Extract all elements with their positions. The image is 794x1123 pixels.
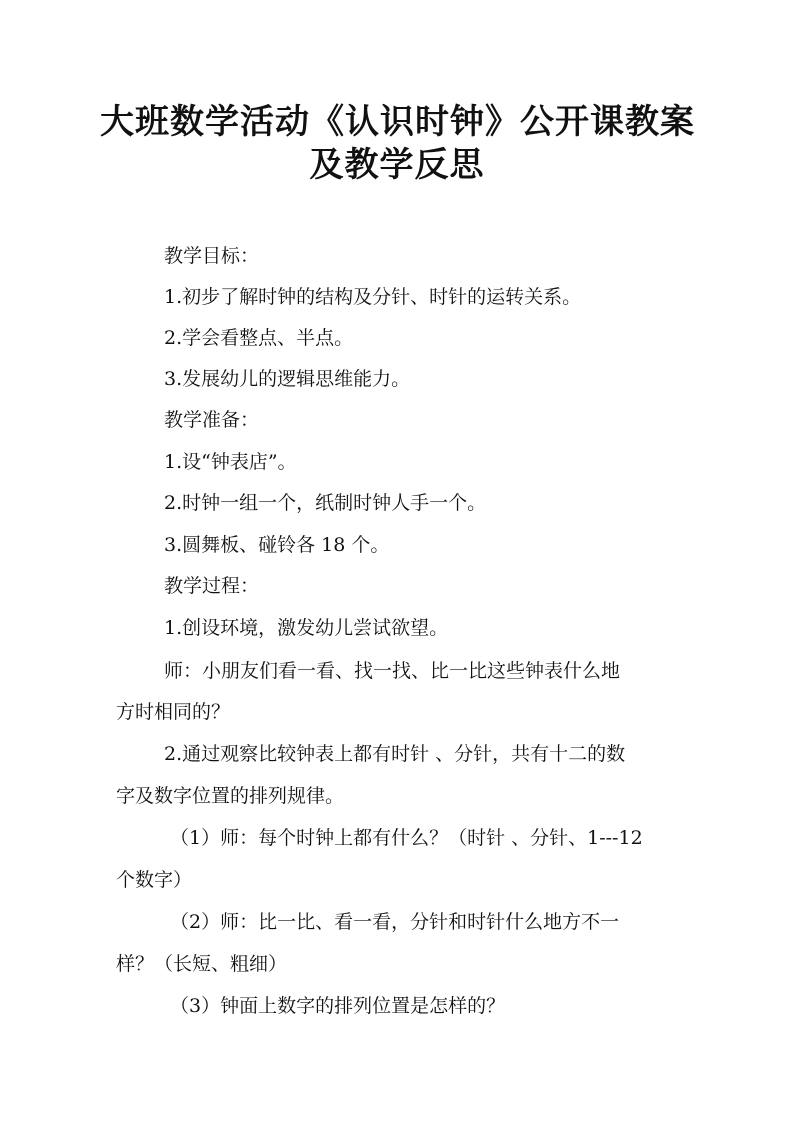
body-text-line: 方时相同的？ bbox=[116, 701, 231, 723]
document-title-line-2: 及教学反思 bbox=[309, 145, 485, 185]
sub-step: （3）钟面上数字的排列位置是怎样的？ bbox=[170, 995, 506, 1017]
preparation-item: 2.时钟一组一个，纸制时钟人手一个。 bbox=[164, 492, 487, 514]
sub-step: （1）师：每个时钟上都有什么？（时针 、分针、1---12 bbox=[170, 827, 643, 849]
document-title-line-1: 大班数学活动《认识时钟》公开课教案 bbox=[100, 102, 695, 142]
body-text-line: 个数字） bbox=[116, 869, 193, 891]
section-heading-objectives: 教学目标： bbox=[164, 245, 260, 267]
process-step: 2.通过观察比较钟表上都有时针 、分针，共有十二的数 bbox=[164, 743, 626, 765]
process-step: 1.创设环境，激发幼儿尝试欲望。 bbox=[164, 617, 449, 639]
section-heading-process: 教学过程： bbox=[164, 575, 260, 597]
sub-step: （2）师：比一比、看一看，分针和时针什么地方不一 bbox=[170, 911, 620, 933]
preparation-item: 3.圆舞板、碰铃各 18 个。 bbox=[164, 534, 390, 556]
objective-item: 2.学会看整点、半点。 bbox=[164, 327, 354, 349]
preparation-item: 1.设“钟表店”。 bbox=[164, 451, 297, 473]
objective-item: 3.发展幼儿的逻辑思维能力。 bbox=[164, 368, 411, 390]
objective-item: 1.初步了解时钟的结构及分针、时针的运转关系。 bbox=[164, 286, 582, 308]
body-text-line: 师：小朋友们看一看、找一找、比一比这些钟表什么地 bbox=[164, 660, 621, 682]
section-heading-preparation: 教学准备： bbox=[164, 409, 260, 431]
body-text-line: 样？（长短、粗细） bbox=[116, 953, 288, 975]
body-text-line: 字及数字位置的排列规律。 bbox=[116, 785, 345, 807]
